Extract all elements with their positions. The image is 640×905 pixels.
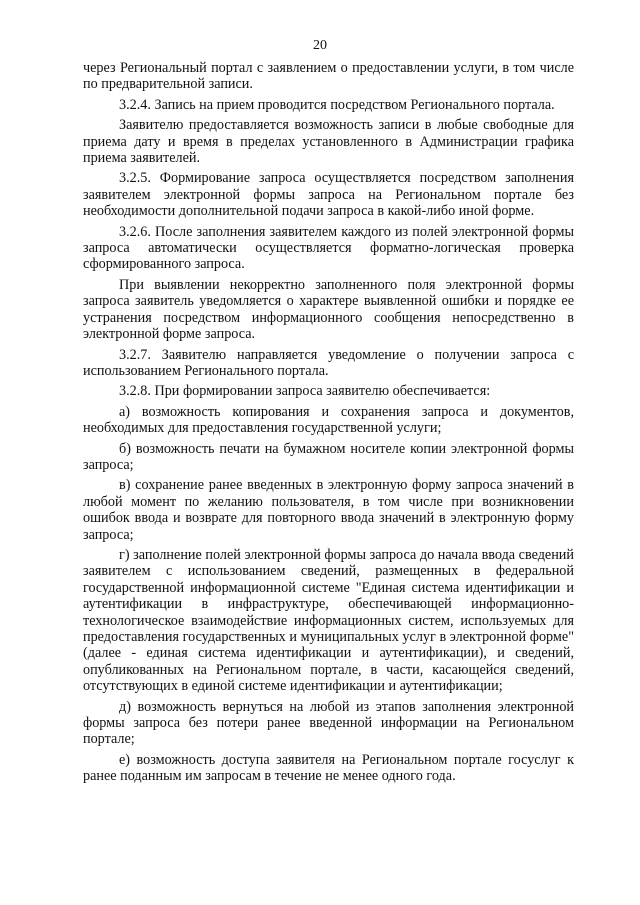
paragraph: г) заполнение полей электронной формы запроса до начала ввода сведений заявителем с использованием сведений, размещенных в федеральной государственной информационной системе "Единая система идентификации и аутентификации в инфраструктуре, обеспечивающей информационно-технологическое взаимодействие информационных систем, используемых для предоставления государственных и муниципальных услуг в электронной форме" (далее - единая система идентификации и аутентификации), и сведений, опубликованных на Региональном портале, в части, касающейся сведений, отсутствующих в единой системе идентификации и аутентификации; (83, 546, 574, 695)
paragraph: через Региональный портал с заявлением о предоставлении услуги, в том числе по предварительной записи. (83, 60, 574, 93)
paragraph: 3.2.4. Запись на прием проводится посредством Регионального портала. (119, 96, 555, 113)
paragraph: е) возможность доступа заявителя на Региональном портале госуслуг к ранее поданным им запросам в течение не менее одного года. (83, 751, 574, 785)
paragraph: 3.2.7. Заявителю направляется уведомление о получении запроса с использованием Регионального портала. (83, 346, 574, 379)
paragraph: а) возможность копирования и сохранения запроса и документов, необходимых для предоставления государственной услуги; (83, 403, 574, 437)
paragraph: При выявлении некорректно заполненного поля электронной формы запроса заявитель уведомляется о характере выявленной ошибки и порядке ее устранения посредством информационного сообщения непосредственно в электронной форме запроса. (83, 276, 574, 343)
paragraph: д) возможность вернуться на любой из этапов заполнения электронной формы запроса без потери ранее введенной информации на Региональном портале; (83, 698, 574, 748)
paragraph: в) сохранение ранее введенных в электронную форму запроса значений в любой момент по желанию пользователя, в том числе при возникновении ошибок ввода и возврате для повторного ввода значений в электронную форму запроса; (83, 477, 574, 543)
paragraph: 3.2.8. При формировании запроса заявителю обеспечивается: (119, 383, 491, 400)
paragraph: б) возможность печати на бумажном носителе копии электронной формы запроса; (83, 440, 574, 473)
page-number: 20 (313, 38, 327, 53)
paragraph: 3.2.5. Формирование запроса осуществляется посредством заполнения заявителем электронной формы запроса на Региональном портале без необходимости дополнительной подачи запроса в какой-либо иной форме. (83, 170, 574, 220)
document-body (83, 60, 574, 789)
paragraph: 3.2.6. После заполнения заявителем каждого из полей электронной формы запроса автоматически осуществляется форматно-логическая проверка сформированного запроса. (83, 223, 574, 273)
paragraph: Заявителю предоставляется возможность записи в любые свободные для приема дату и время в пределах установленного в Администрации графика приема заявителей. (83, 117, 574, 167)
